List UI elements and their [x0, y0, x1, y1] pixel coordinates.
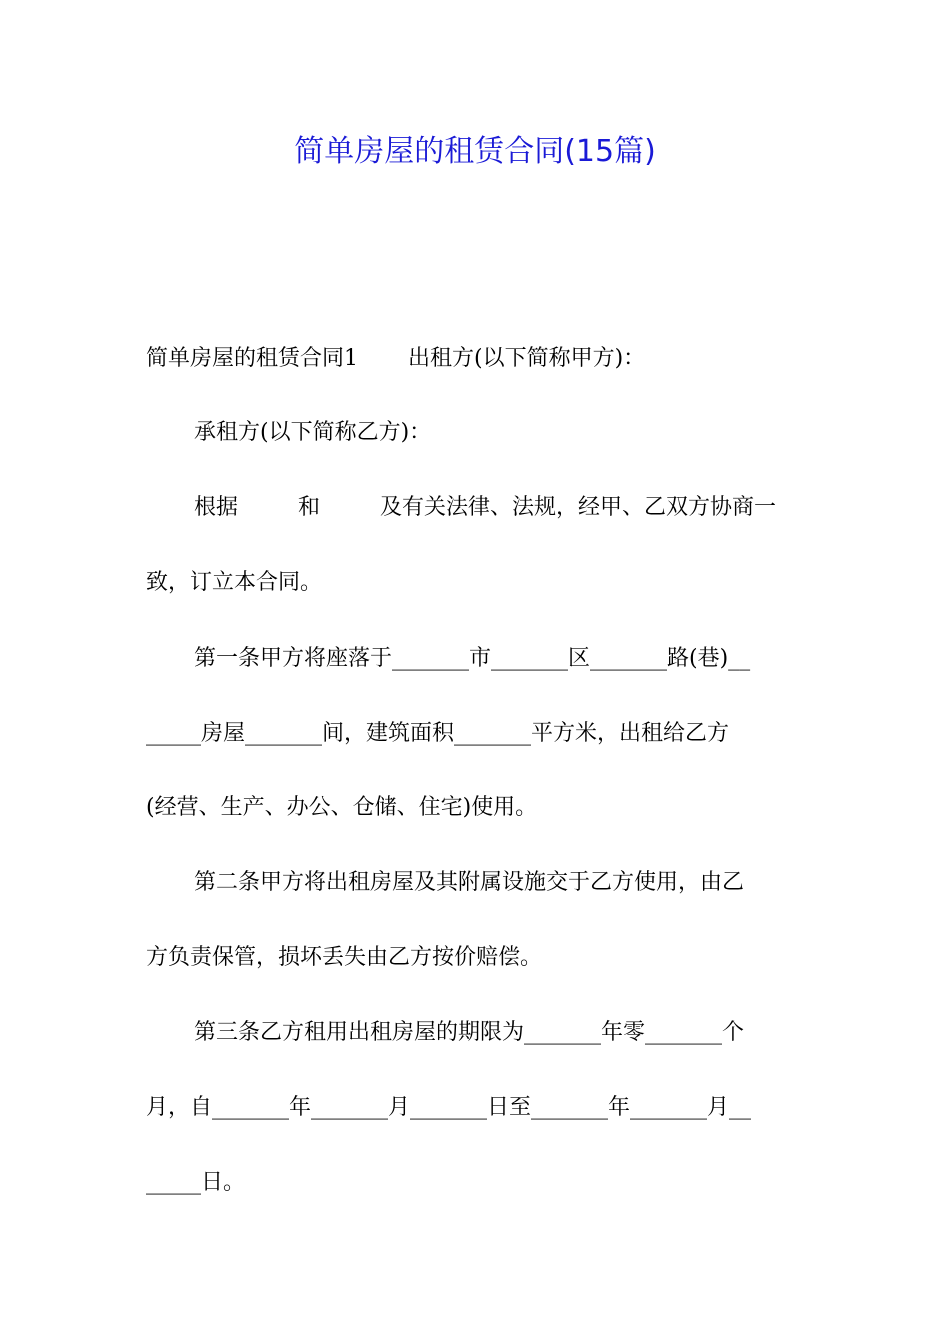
paragraph-line-10: 第三条乙方租用出租房屋的期限为_______年零_______个 [194, 1020, 745, 1045]
basis-text-c: 及有关法律、法规，经甲、乙双方协商一 [380, 495, 777, 520]
paragraph-line-1 [146, 342, 806, 376]
paragraph-line-9: 方负责保管，损坏丢失由乙方按价赔偿。 [146, 945, 543, 970]
paragraph-line-11: 月，自_______年_______月_______日至_______年_______月__ [146, 1095, 752, 1120]
paragraph-line-8: 第二条甲方将出租房屋及其附属设施交于乙方使用，由乙 [194, 870, 745, 895]
paragraph-line-12: _____日。 [146, 1170, 246, 1195]
paragraph-line-6: _____房屋_______间，建筑面积_______平方米，出租给乙方 [146, 721, 730, 746]
paragraph-line-7: (经营、生产、办公、仓储、住宅)使用。 [146, 795, 538, 820]
paragraph-line-5: 第一条甲方将座落于_______市_______区_______路(巷)__ [194, 646, 751, 671]
paragraph-line-3 [194, 491, 806, 525]
basis-text-b: 和 [298, 495, 321, 520]
paragraph-line-4: 致，订立本合同。 [146, 570, 323, 595]
contract-heading: 简单房屋的租赁合同1 [146, 346, 358, 371]
paragraph-line-2: 承租方(以下简称乙方)： [194, 420, 432, 445]
basis-text-a: 根据 [194, 495, 239, 520]
document-title: 简单房屋的租赁合同(15篇) [294, 134, 656, 169]
lessor-label: 出租方(以下简称甲方)： [408, 346, 646, 371]
